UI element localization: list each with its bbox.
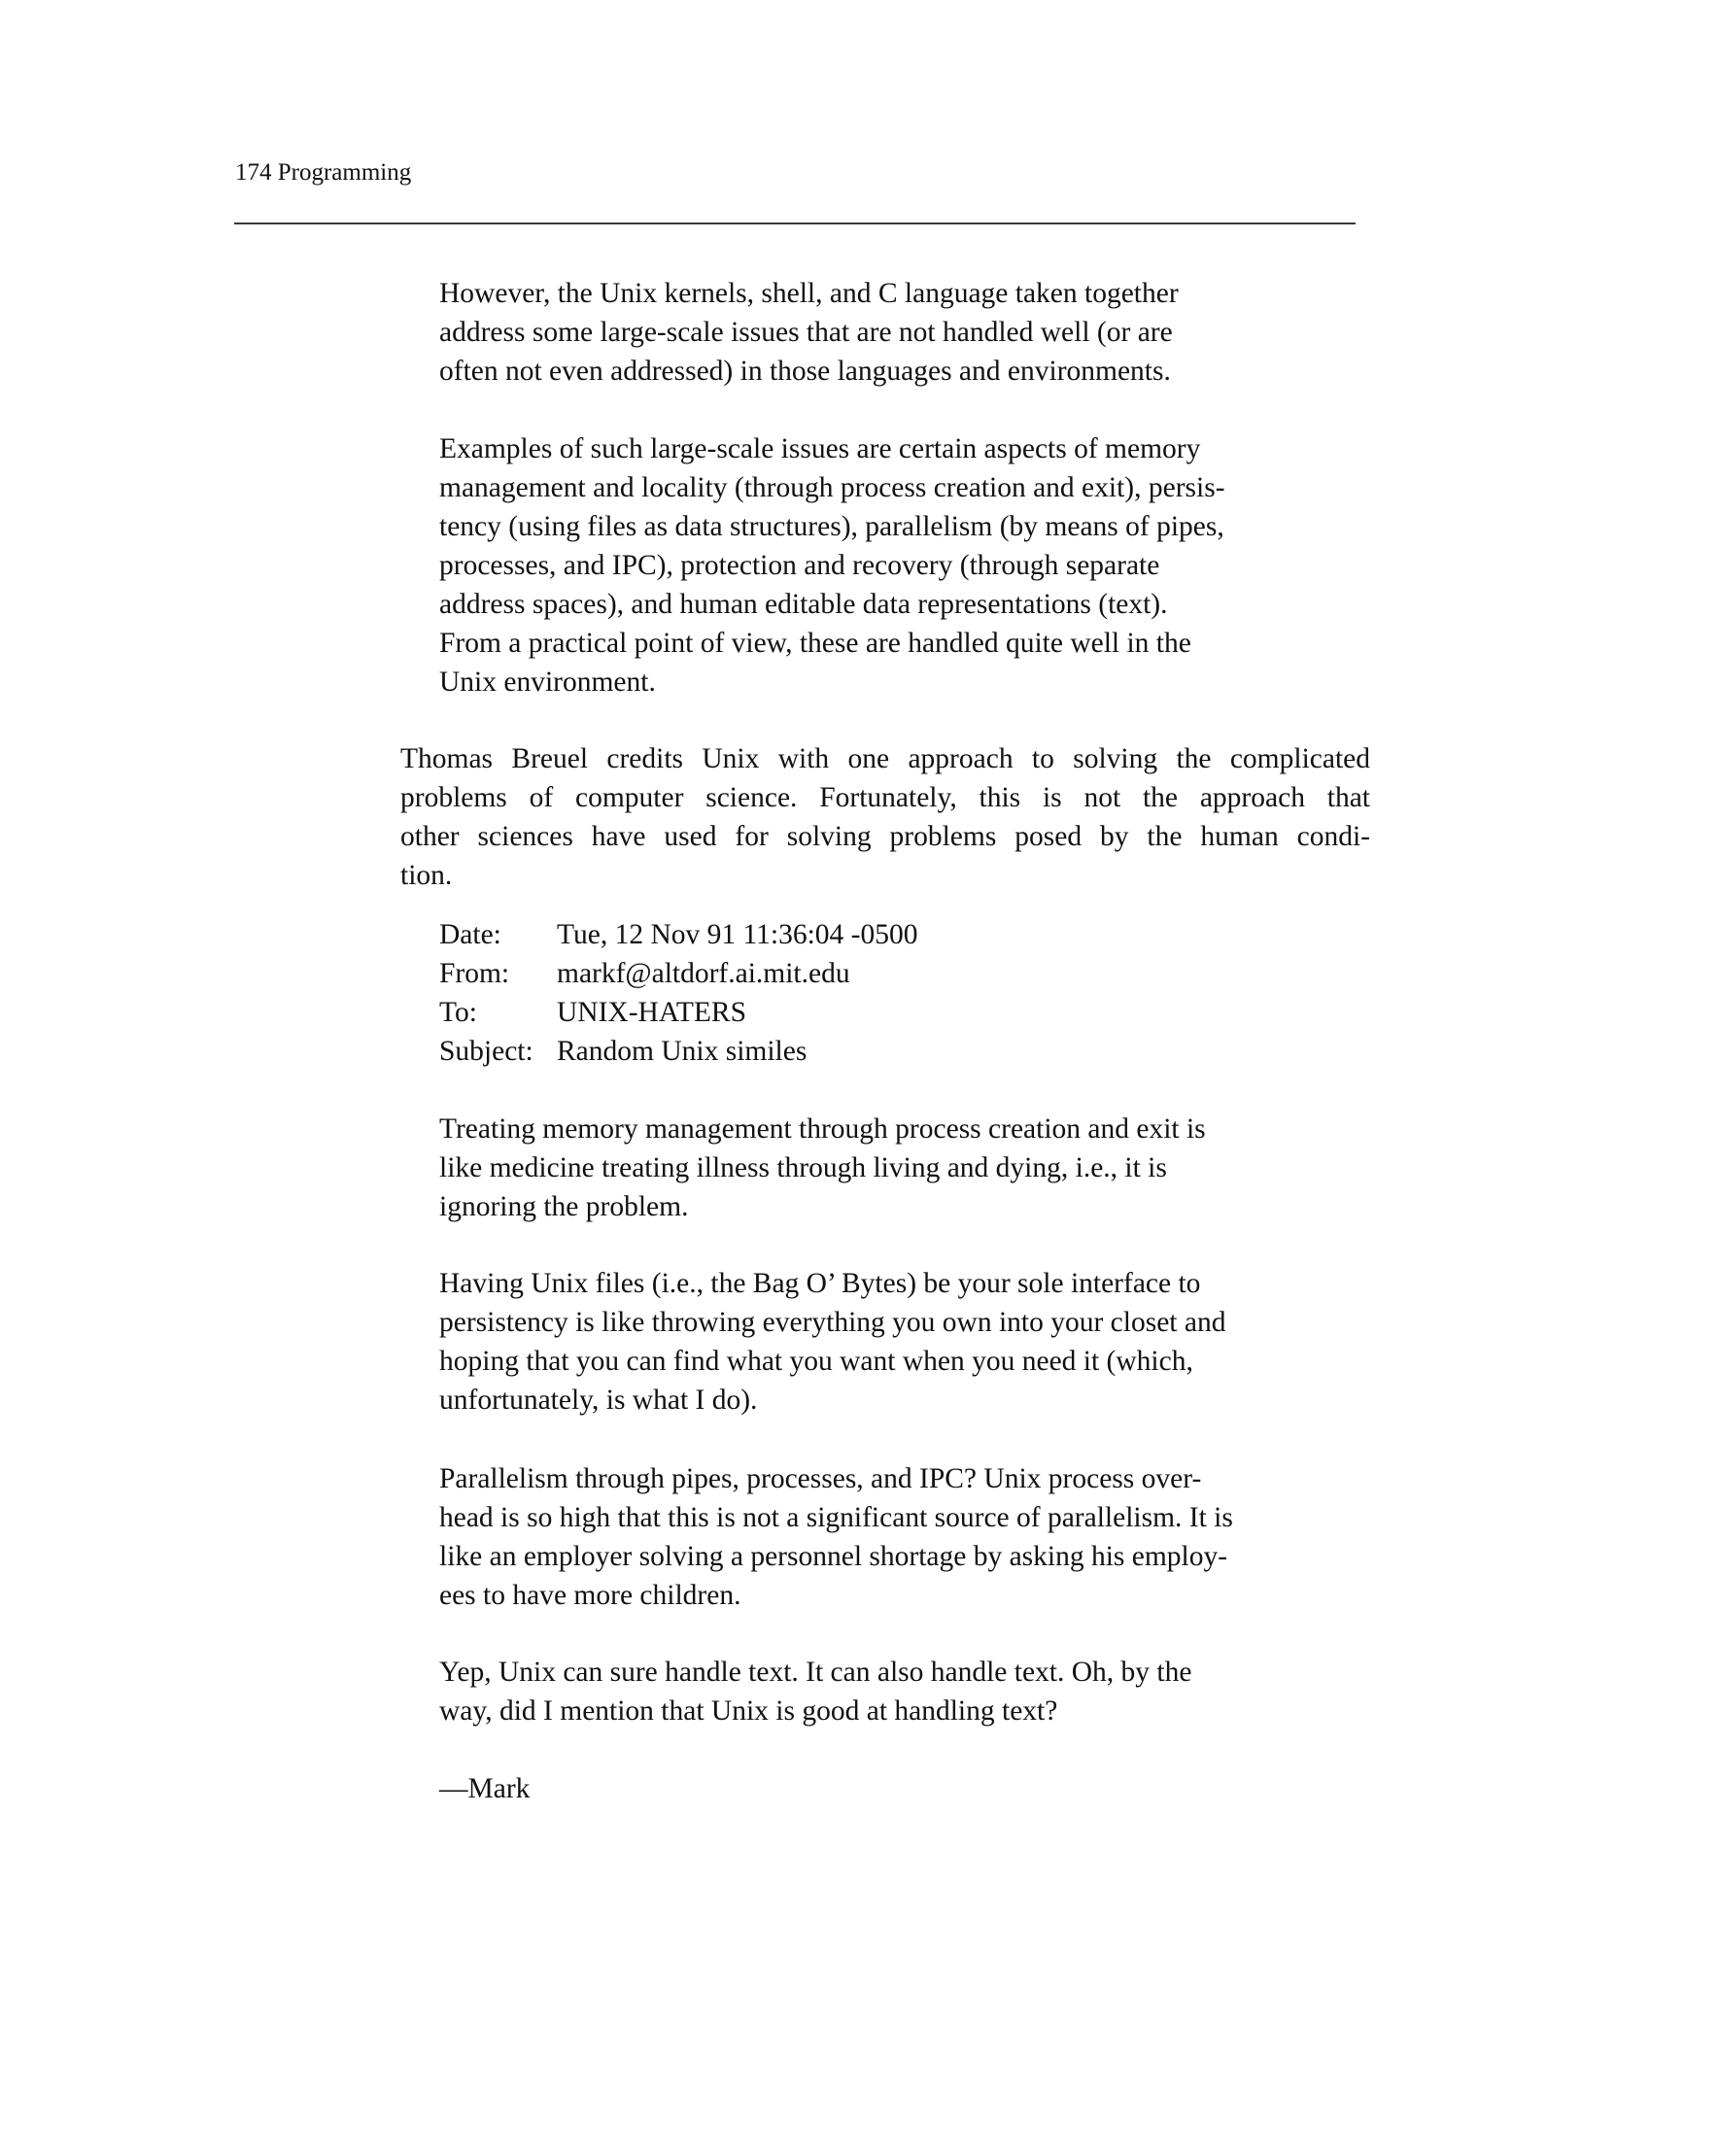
- text-line: address spaces), and human editable data representations (text).: [439, 589, 1168, 620]
- header-label: From:: [439, 958, 510, 989]
- text-line: like an employer solving a personnel shortage by asking his employ-: [439, 1541, 1228, 1572]
- text-line: like medicine treating illness through living and dying, i.e., it is: [439, 1152, 1167, 1183]
- text-line: ignoring the problem.: [439, 1191, 689, 1222]
- text-line: Parallelism through pipes, processes, and IPC? Unix process over-: [439, 1463, 1202, 1494]
- text-line: tion.: [400, 860, 453, 891]
- text-line: processes, and IPC), protection and recovery (through separate: [439, 550, 1160, 581]
- text-line: management and locality (through process creation and exit), persis-: [439, 472, 1225, 503]
- text-line: However, the Unix kernels, shell, and C language taken together: [439, 278, 1179, 309]
- text-line: From a practical point of view, these are handled quite well in the: [439, 628, 1191, 659]
- text-line: unfortunately, is what I do).: [439, 1385, 758, 1416]
- header-value: UNIX-HATERS: [557, 997, 747, 1028]
- header-label: Date:: [439, 919, 501, 950]
- header-rule: [234, 222, 1356, 224]
- text-line: Examples of such large-scale issues are certain aspects of memory: [439, 433, 1201, 464]
- text-line: other sciences have used for solving problems posed by the human condi-: [400, 821, 1370, 852]
- header-value: Random Unix similes: [557, 1036, 808, 1067]
- text-line: tency (using files as data structures), parallelism (by means of pipes,: [439, 511, 1224, 542]
- header-value: markf@altdorf.ai.mit.edu: [557, 958, 850, 989]
- text-line: address some large-scale issues that are not handled well (or are: [439, 317, 1173, 348]
- text-line: problems of computer science. Fortunately, this is not the approach that: [400, 782, 1370, 813]
- text-line: Unix environment.: [439, 667, 656, 698]
- header-label: Subject:: [439, 1036, 533, 1067]
- text-line: Yep, Unix can sure handle text. It can also handle text. Oh, by the: [439, 1657, 1192, 1688]
- page-header: 174 Programming: [235, 159, 412, 186]
- text-line: Treating memory management through process creation and exit is: [439, 1113, 1206, 1145]
- text-line: ees to have more children.: [439, 1580, 741, 1611]
- text-line: head is so high that this is not a significant source of parallelism. It is: [439, 1502, 1233, 1533]
- text-line: often not even addressed) in those languages and environments.: [439, 356, 1171, 387]
- text-line: hoping that you can find what you want when you need it (which,: [439, 1346, 1193, 1377]
- text-line: persistency is like throwing everything you own into your closet and: [439, 1307, 1226, 1338]
- text-line: way, did I mention that Unix is good at handling text?: [439, 1695, 1058, 1727]
- email-signature: —Mark: [439, 1773, 531, 1804]
- text-line: Having Unix files (i.e., the Bag O’ Bytes) be your sole interface to: [439, 1268, 1201, 1299]
- header-value: Tue, 12 Nov 91 11:36:04 -0500: [557, 919, 918, 950]
- header-label: To:: [439, 997, 477, 1028]
- text-line: Thomas Breuel credits Unix with one approach to solving the complicated: [400, 743, 1370, 774]
